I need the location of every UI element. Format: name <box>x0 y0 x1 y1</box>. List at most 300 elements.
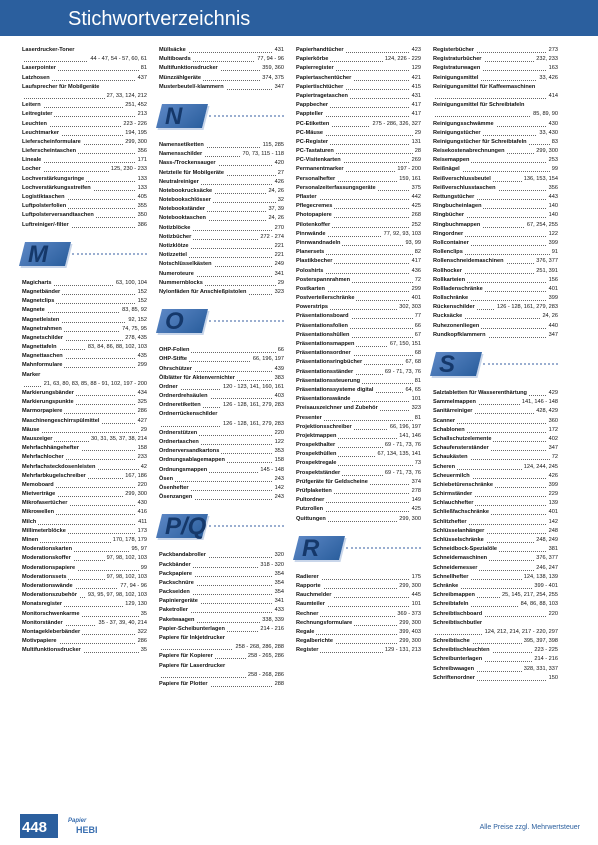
index-term: Monitorschwenkarme <box>22 610 80 617</box>
index-term: Notizblöcke <box>159 224 191 231</box>
index-pages: 126 - 128, 161, 279, 283 <box>495 303 558 312</box>
index-entry <box>159 224 284 233</box>
index-pages: 428, 429 <box>534 407 558 416</box>
index-pages: 101 <box>410 600 421 609</box>
index-term: PC-Visitenkarten <box>296 157 341 164</box>
index-pages: 323 <box>273 288 284 297</box>
index-pages: 124, 226 - 229 <box>383 55 421 64</box>
index-entry <box>296 459 421 468</box>
index-term: Rechnungsformulare <box>296 619 353 626</box>
index-term: Reisemappen <box>433 157 470 164</box>
index-pages: 72 <box>550 453 558 462</box>
index-entry <box>22 628 147 637</box>
index-entry <box>296 257 421 266</box>
index-entry <box>22 582 147 591</box>
index-pages: 133 <box>136 175 147 184</box>
index-term: Ordnungsablagemappen <box>159 457 225 464</box>
index-pages: 156 <box>547 276 558 285</box>
index-entry <box>296 230 421 239</box>
index-entry <box>433 472 558 481</box>
section-divider <box>209 320 284 322</box>
index-term: Registraturwagen <box>433 65 481 72</box>
index-entry <box>433 619 558 628</box>
index-term: Moderationswände <box>22 582 73 589</box>
index-term: Magnetleisten <box>22 316 60 323</box>
index-term: Papierkörbe <box>296 56 329 63</box>
index-pages: 318 - 320 <box>258 561 284 570</box>
index-term <box>22 381 24 387</box>
index-term: Nass-/Trockensauger <box>159 160 216 167</box>
index-entry <box>433 407 558 416</box>
index-entry <box>433 637 558 646</box>
index-entry <box>433 165 558 174</box>
index-pages: 325 <box>136 398 147 407</box>
index-pages: 145 - 148 <box>258 466 284 475</box>
index-entry <box>22 165 147 174</box>
index-term: Moderationszubehör <box>22 592 78 599</box>
index-entry <box>22 288 147 297</box>
page-footer <box>0 808 598 845</box>
index-entry <box>296 110 421 119</box>
index-pages: 401 <box>410 294 421 303</box>
index-pages: 350 <box>136 211 147 220</box>
index-pages: 197 - 200 <box>395 165 421 174</box>
index-entry <box>22 120 147 129</box>
index-term: Prüfplaketten <box>296 488 332 494</box>
index-pages: 445 <box>410 591 421 600</box>
index-entry <box>296 573 421 582</box>
index-term: Magnettaschen <box>22 353 63 360</box>
index-entry <box>433 435 558 444</box>
index-term: Milch <box>22 518 37 525</box>
index-entry <box>22 334 147 343</box>
index-pages: 220 <box>273 429 284 438</box>
index-pages: 35 - 37, 39, 40, 214 <box>96 619 147 628</box>
index-entry <box>22 46 147 55</box>
index-pages: 27 <box>276 169 284 178</box>
index-pages: 399, 403 <box>397 628 421 637</box>
index-pages: 83 <box>550 138 558 147</box>
index-entry <box>159 74 284 83</box>
index-pages: 243 <box>273 475 284 484</box>
index-entry <box>159 662 284 671</box>
index-pages: 163 <box>547 64 558 73</box>
index-pages: 150 <box>547 674 558 683</box>
index-pages: 129, 130 <box>123 600 147 609</box>
index-pages: 69 - 71, 73, 76 <box>383 441 421 450</box>
index-term: Registerbücher <box>433 47 475 53</box>
index-term: Reißverschlusstaschen <box>433 184 496 191</box>
index-entry-continuation <box>433 628 558 637</box>
index-term: Regalberichte <box>296 638 333 645</box>
index-term: Projektionsschreiber <box>296 423 352 430</box>
index-entry <box>433 230 558 239</box>
index-entry <box>296 138 421 147</box>
index-pages: 213 <box>136 110 147 119</box>
index-term: Schreibtischbutler <box>433 619 483 626</box>
index-pages: 140 <box>547 211 558 220</box>
index-pages: 83, 85, 92 <box>120 306 147 315</box>
index-pages: 29 <box>276 279 284 288</box>
index-pages: 44 - 47, 54 - 57, 60, 61 <box>88 55 147 64</box>
index-entry <box>296 423 421 432</box>
index-term: Raumteiler <box>296 601 325 608</box>
index-pages: 91 <box>550 248 558 257</box>
index-term: Ringordner <box>433 230 464 237</box>
index-pages: 142 <box>547 518 558 527</box>
index-entry <box>159 561 284 570</box>
index-pages: 354 <box>273 570 284 579</box>
index-entry <box>159 83 284 92</box>
index-entry <box>296 55 421 64</box>
index-term: Mikrofasertücher <box>22 500 68 507</box>
index-entry <box>433 83 558 92</box>
index-pages: 35 <box>139 646 147 655</box>
index-entry <box>433 417 558 426</box>
index-pages: 427 <box>136 417 147 426</box>
index-term <box>159 672 161 678</box>
index-pages: 64, 65 <box>403 386 421 395</box>
index-pages: 399 - 401 <box>532 582 558 591</box>
index-term <box>22 93 24 99</box>
index-term: Reinigungsmittel für Kaffeemaschinen <box>433 83 536 90</box>
index-term: Ordner <box>159 383 178 390</box>
index-term: Ölblätter für Aktenvernichter <box>159 374 235 381</box>
index-pages: 29 <box>413 129 421 138</box>
index-entry <box>22 325 147 334</box>
index-pages: 220 <box>136 481 147 490</box>
index-pages: 299 <box>136 361 147 370</box>
index-entry <box>433 64 558 73</box>
index-term: Musterbeutel/-klammern <box>159 83 224 90</box>
index-pages: 433 <box>273 606 284 615</box>
index-term: Rucksäcke <box>433 313 463 320</box>
index-entry <box>296 619 421 628</box>
index-entry <box>159 616 284 625</box>
index-entry <box>22 518 147 527</box>
index-term: PC-Mäuse <box>296 129 324 136</box>
index-pages: 328, 331, 337 <box>522 665 558 674</box>
index-pages: 170, 178, 179 <box>111 536 147 545</box>
index-entry <box>433 398 558 407</box>
index-entry <box>159 680 284 689</box>
index-entry <box>296 591 421 600</box>
index-term: Montagekleberbänder <box>22 628 81 635</box>
index-pages: 299, 300 <box>397 515 421 524</box>
index-term: Packbänder <box>159 561 191 568</box>
index-entry <box>22 202 147 211</box>
index-term: Memoboard <box>22 481 54 488</box>
index-pages: 126 - 128, 161, 279, 283 <box>221 420 284 429</box>
index-term: Salztabletten für Wasserenthärtung <box>433 390 527 396</box>
index-entry <box>159 205 284 214</box>
index-pages: 122 <box>273 438 284 447</box>
index-pages: 347 <box>273 83 284 92</box>
index-pages: 299, 300 <box>397 637 421 646</box>
index-term: Moderationssets <box>22 573 67 580</box>
index-pages: 375 <box>410 184 421 193</box>
index-entry <box>159 466 284 475</box>
index-entry <box>159 570 284 579</box>
index-term: Notebookrucksäcke <box>159 187 213 194</box>
index-pages: 417 <box>410 101 421 110</box>
index-entry <box>159 242 284 251</box>
index-entry <box>159 279 284 288</box>
index-pages: 437 <box>136 74 147 83</box>
index-entry <box>296 294 421 303</box>
index-term: Schlüsselschränke <box>433 537 484 543</box>
index-term: Schreibtischboard <box>433 610 483 617</box>
logo-text-top: Papier <box>68 818 87 824</box>
index-term: Personalhefter <box>296 175 336 182</box>
index-entry <box>159 588 284 597</box>
index-term: Posterspannrahmen <box>296 276 351 283</box>
index-term: PC-Etiketten <box>296 120 330 127</box>
index-term: Rechner <box>296 610 319 617</box>
index-entry <box>159 456 284 465</box>
index-entry <box>296 312 421 321</box>
index-pages: 85, 89, 90 <box>531 110 558 119</box>
index-pages: 21, 63, 80, 83, 85, 88 - 91, 102, 197 - 200 <box>42 380 147 389</box>
index-entry <box>22 499 147 508</box>
index-entry <box>159 214 284 223</box>
index-entry <box>296 610 421 619</box>
index-term: Lochverstärkungsringe <box>22 175 85 182</box>
index-entry <box>433 426 558 435</box>
index-entry <box>433 646 558 655</box>
index-term: Mikrowellen <box>22 509 55 516</box>
index-entry <box>22 306 147 315</box>
index-entry <box>433 518 558 527</box>
index-pages: 141, 146 - 148 <box>520 398 558 407</box>
index-entry <box>433 499 558 508</box>
index-pages: 67 <box>413 331 421 340</box>
index-term: Mauszeiger <box>22 435 53 442</box>
index-pages: 67, 254, 255 <box>525 221 558 230</box>
index-term <box>433 629 435 635</box>
index-pages: 416 <box>136 508 147 517</box>
index-term: Reinigungstücher <box>433 129 481 136</box>
index-term: OHP-Stifte <box>159 356 187 363</box>
index-term: Ordnerrückenschilder <box>159 411 218 418</box>
index-pages: 92, 152 <box>126 316 147 325</box>
index-entry <box>22 147 147 156</box>
index-pages: 268 <box>410 211 421 220</box>
index-pages: 81 <box>413 414 421 423</box>
index-term: Rollenschneidemaschinen <box>433 258 504 265</box>
index-term: Schiebetürenschränke <box>433 481 494 488</box>
index-entry <box>433 267 558 276</box>
index-entry <box>22 637 147 646</box>
index-term: Ordnertaschen <box>159 439 199 445</box>
index-pages: 415 <box>410 83 421 92</box>
index-term: Namensschilder <box>159 151 203 158</box>
index-pages: 299, 300 <box>123 490 147 499</box>
index-pages: 27, 33, 124, 212 <box>105 92 147 101</box>
index-entry <box>22 371 147 380</box>
index-term: Nylonfäden für Anschießpistolen <box>159 288 247 295</box>
index-pages: 175 <box>410 573 421 582</box>
index-term: Multiboards <box>159 56 191 63</box>
index-term: Markierungspunkte <box>22 399 74 406</box>
section-letter-heading <box>433 349 558 379</box>
index-entry <box>159 429 284 438</box>
index-entry <box>433 527 558 536</box>
index-pages: 214 - 216 <box>258 625 284 634</box>
index-entry <box>433 184 558 193</box>
index-entry <box>22 184 147 193</box>
index-term: Leitregister <box>22 111 53 118</box>
section-letter-heading <box>159 306 284 336</box>
index-term: Numeroteure <box>159 270 194 277</box>
section-divider <box>346 547 421 549</box>
index-pages: 395, 397, 398 <box>522 637 558 646</box>
index-entry <box>22 600 147 609</box>
index-term: Prospekthalter <box>296 442 336 449</box>
index-pages: 252 <box>410 221 421 230</box>
index-entry <box>296 239 421 248</box>
index-pages: 74, 75, 95 <box>120 325 147 334</box>
index-term: Permanentmarker <box>296 166 344 173</box>
index-entry <box>433 294 558 303</box>
section-letter: N <box>165 102 183 130</box>
index-pages: 229 <box>547 490 558 499</box>
index-pages: 131 <box>410 138 421 147</box>
index-pages: 417 <box>410 257 421 266</box>
index-column-2 <box>159 46 284 689</box>
index-term: Notebookständer <box>159 206 205 213</box>
index-term: Reißnägel <box>433 166 460 173</box>
index-term: Mäuse <box>22 426 40 433</box>
index-term: Nummernblocks <box>159 279 203 286</box>
index-entry <box>296 515 421 524</box>
index-pages: 347 <box>547 444 558 453</box>
section-letter-heading <box>159 511 284 541</box>
index-entry <box>433 582 558 591</box>
index-term: Latzhosen <box>22 74 50 81</box>
index-term: Photopapiere <box>296 212 332 219</box>
index-term: Rauchmelder <box>296 592 332 599</box>
index-term: Sammelmappen <box>433 399 476 406</box>
index-term: Mietverträge <box>22 491 56 498</box>
index-pages: 439 <box>273 365 284 374</box>
index-pages: 354 <box>273 579 284 588</box>
index-term: Projektmappen <box>296 432 337 439</box>
index-pages: 66 <box>413 322 421 331</box>
index-term: Rollcontainer <box>433 239 469 246</box>
index-pages: 322 <box>136 628 147 637</box>
index-entry <box>433 463 558 472</box>
index-term: Schriftenordner <box>433 674 475 681</box>
index-pages: 142 <box>273 484 284 493</box>
index-term: Magicharts <box>22 279 52 286</box>
index-pages: 443 <box>547 193 558 202</box>
index-pages: 248 <box>547 527 558 536</box>
index-entry <box>22 398 147 407</box>
index-term: Präsentationssteuerung <box>296 377 361 384</box>
index-pages: 120 - 123, 141, 160, 161 <box>221 383 284 392</box>
index-entry-continuation <box>433 92 558 101</box>
index-term: Minen <box>22 537 39 543</box>
index-pages: 341 <box>273 270 284 279</box>
index-pages: 223 - 226 <box>121 120 147 129</box>
index-entry <box>296 92 421 101</box>
index-pages: 220 <box>547 610 558 619</box>
index-pages: 436 <box>410 267 421 276</box>
logo-text-bottom: HEBI <box>76 825 98 835</box>
index-pages: 33, 430 <box>537 129 558 138</box>
index-pages: 136, 153, 154 <box>522 175 558 184</box>
index-term: Rollladenschränke <box>433 285 483 292</box>
index-term: Schlüsselanhänger <box>433 527 485 534</box>
index-term: Ordnerversandkartons <box>159 448 220 455</box>
index-term: Ordneretiketten <box>159 402 201 409</box>
index-entry <box>159 159 284 168</box>
index-term: Lochverstärkungsstreifen <box>22 184 91 191</box>
index-term: Multifunktionsdrucker <box>22 647 81 654</box>
index-pages: 69 - 71, 73, 76 <box>383 469 421 478</box>
index-pages: 299, 300 <box>397 619 421 628</box>
section-letter-heading <box>159 101 284 131</box>
index-pages: 435 <box>136 352 147 361</box>
index-term: Ordnerstützen <box>159 429 198 436</box>
index-term: Packpapiere <box>159 570 192 577</box>
index-entry <box>433 453 558 462</box>
index-term: Pappteller <box>296 111 324 118</box>
index-entry <box>433 129 558 138</box>
index-entry <box>159 383 284 392</box>
index-term: Presenter <box>296 414 322 421</box>
index-entry <box>22 536 147 545</box>
index-term <box>433 111 435 117</box>
index-pages: 360 <box>547 417 558 426</box>
index-term: Planersets <box>296 249 325 256</box>
index-pages: 440 <box>547 322 558 331</box>
index-entry <box>433 248 558 257</box>
index-entry <box>22 389 147 398</box>
index-entry <box>296 331 421 340</box>
index-pages: 223 - 225 <box>532 646 558 655</box>
index-pages: 95, 97 <box>129 545 147 554</box>
index-pages: 25, 145, 217, 254, 255 <box>500 591 558 600</box>
index-term: Mehrfachsteckdosenleisten <box>22 463 96 470</box>
index-entry <box>159 652 284 661</box>
index-pages: 359, 360 <box>260 64 284 73</box>
index-entry <box>433 239 558 248</box>
index-pages: 24, 26 <box>540 312 558 321</box>
index-pages: 286 <box>136 407 147 416</box>
index-pages: 430 <box>136 499 147 508</box>
index-entry <box>22 527 147 536</box>
index-term: Lieferscheinformulare <box>22 138 81 145</box>
section-letter: P/Q <box>165 513 207 541</box>
index-term: Monatsregister <box>22 601 63 608</box>
index-pages: 399 <box>547 294 558 303</box>
index-entry <box>433 444 558 453</box>
index-entry <box>296 101 421 110</box>
index-pages: 63, 100, 104 <box>114 279 147 288</box>
index-entry <box>22 417 147 426</box>
section-letter: M <box>28 240 48 268</box>
index-entry <box>433 221 558 230</box>
index-entry <box>296 496 421 505</box>
index-entry <box>22 279 147 288</box>
index-pages: 376, 377 <box>534 554 558 563</box>
index-entry <box>296 156 421 165</box>
index-entry <box>296 221 421 230</box>
index-term: Magnetschilder <box>22 334 64 341</box>
index-entry <box>159 597 284 606</box>
